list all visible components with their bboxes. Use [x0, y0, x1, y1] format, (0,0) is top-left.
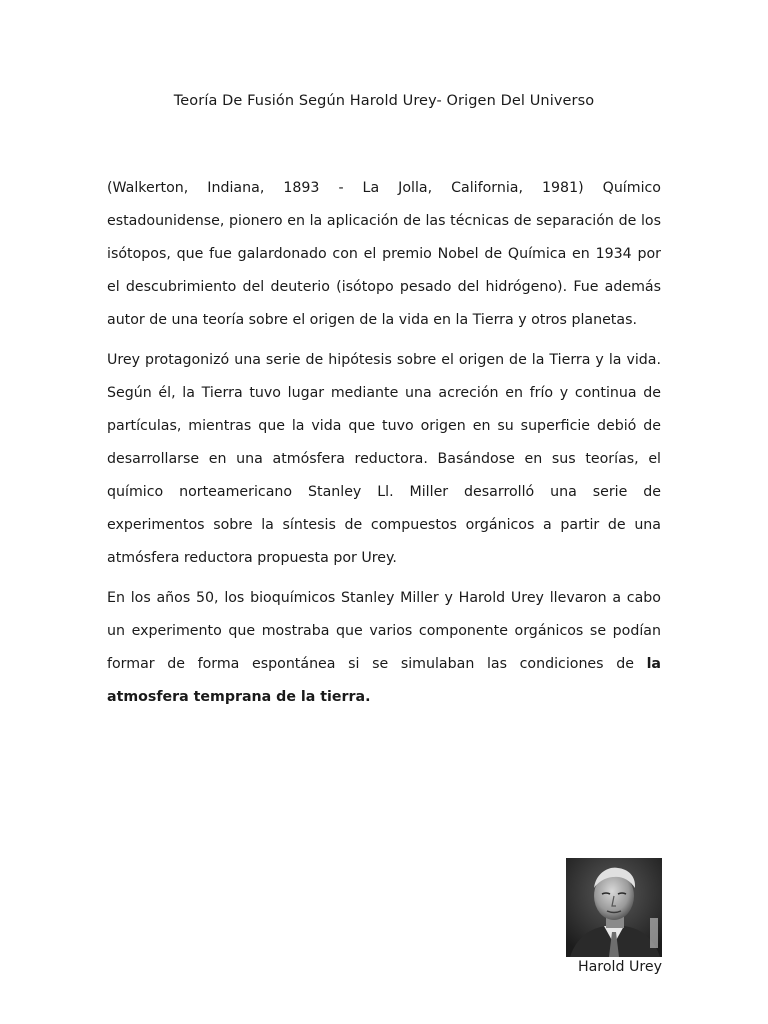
document-title: Teoría De Fusión Según Harold Urey- Origen Del Universo	[173, 93, 595, 109]
paragraph-biography: (Walkerton, Indiana, 1893 - La Jolla, California, 1981) Químico estadounidense, pionero en la aplicación de las técnicas de separación de los isótopos, que fue galardonado con el premio Nobel de Química en 1934 por el descubrimiento del deuterio (isótopo pesado del hidrógeno). Fue además autor de una teoría sobre el origen de la vida en la Tierra y otros planetas.	[107, 180, 661, 328]
portrait-caption: Harold Urey	[577, 959, 662, 975]
document-body	[107, 172, 661, 721]
paragraph-experiment	[107, 582, 661, 714]
paragraph-experiment-text: En los años 50, los bioquímicos Stanley Miller y Harold Urey llevaron a cabo un experimento que mostraba que varios componente orgánicos se podían formar de forma espontánea si se simulaban las condiciones de	[107, 590, 661, 672]
paragraph-hypothesis: Urey protagonizó una serie de hipótesis sobre el origen de la Tierra y la vida. Según él, la Tierra tuvo lugar mediante una acreción en frío y continua de partículas, mientras que la vida que tuvo origen en su superficie debió de desarrollarse en una atmósfera reductora. Basándose en sus teorías, el químico norteamericano Stanley Ll. Miller desarrolló una serie de experimentos sobre la síntesis de compuestos orgánicos a partir de una atmósfera reductora propuesta por Urey.	[107, 352, 661, 566]
portrait-illustration	[566, 858, 662, 957]
paragraph-experiment-bold: la atmosfera temprana de la tierra.	[107, 656, 661, 705]
portrait-photo	[566, 858, 662, 957]
